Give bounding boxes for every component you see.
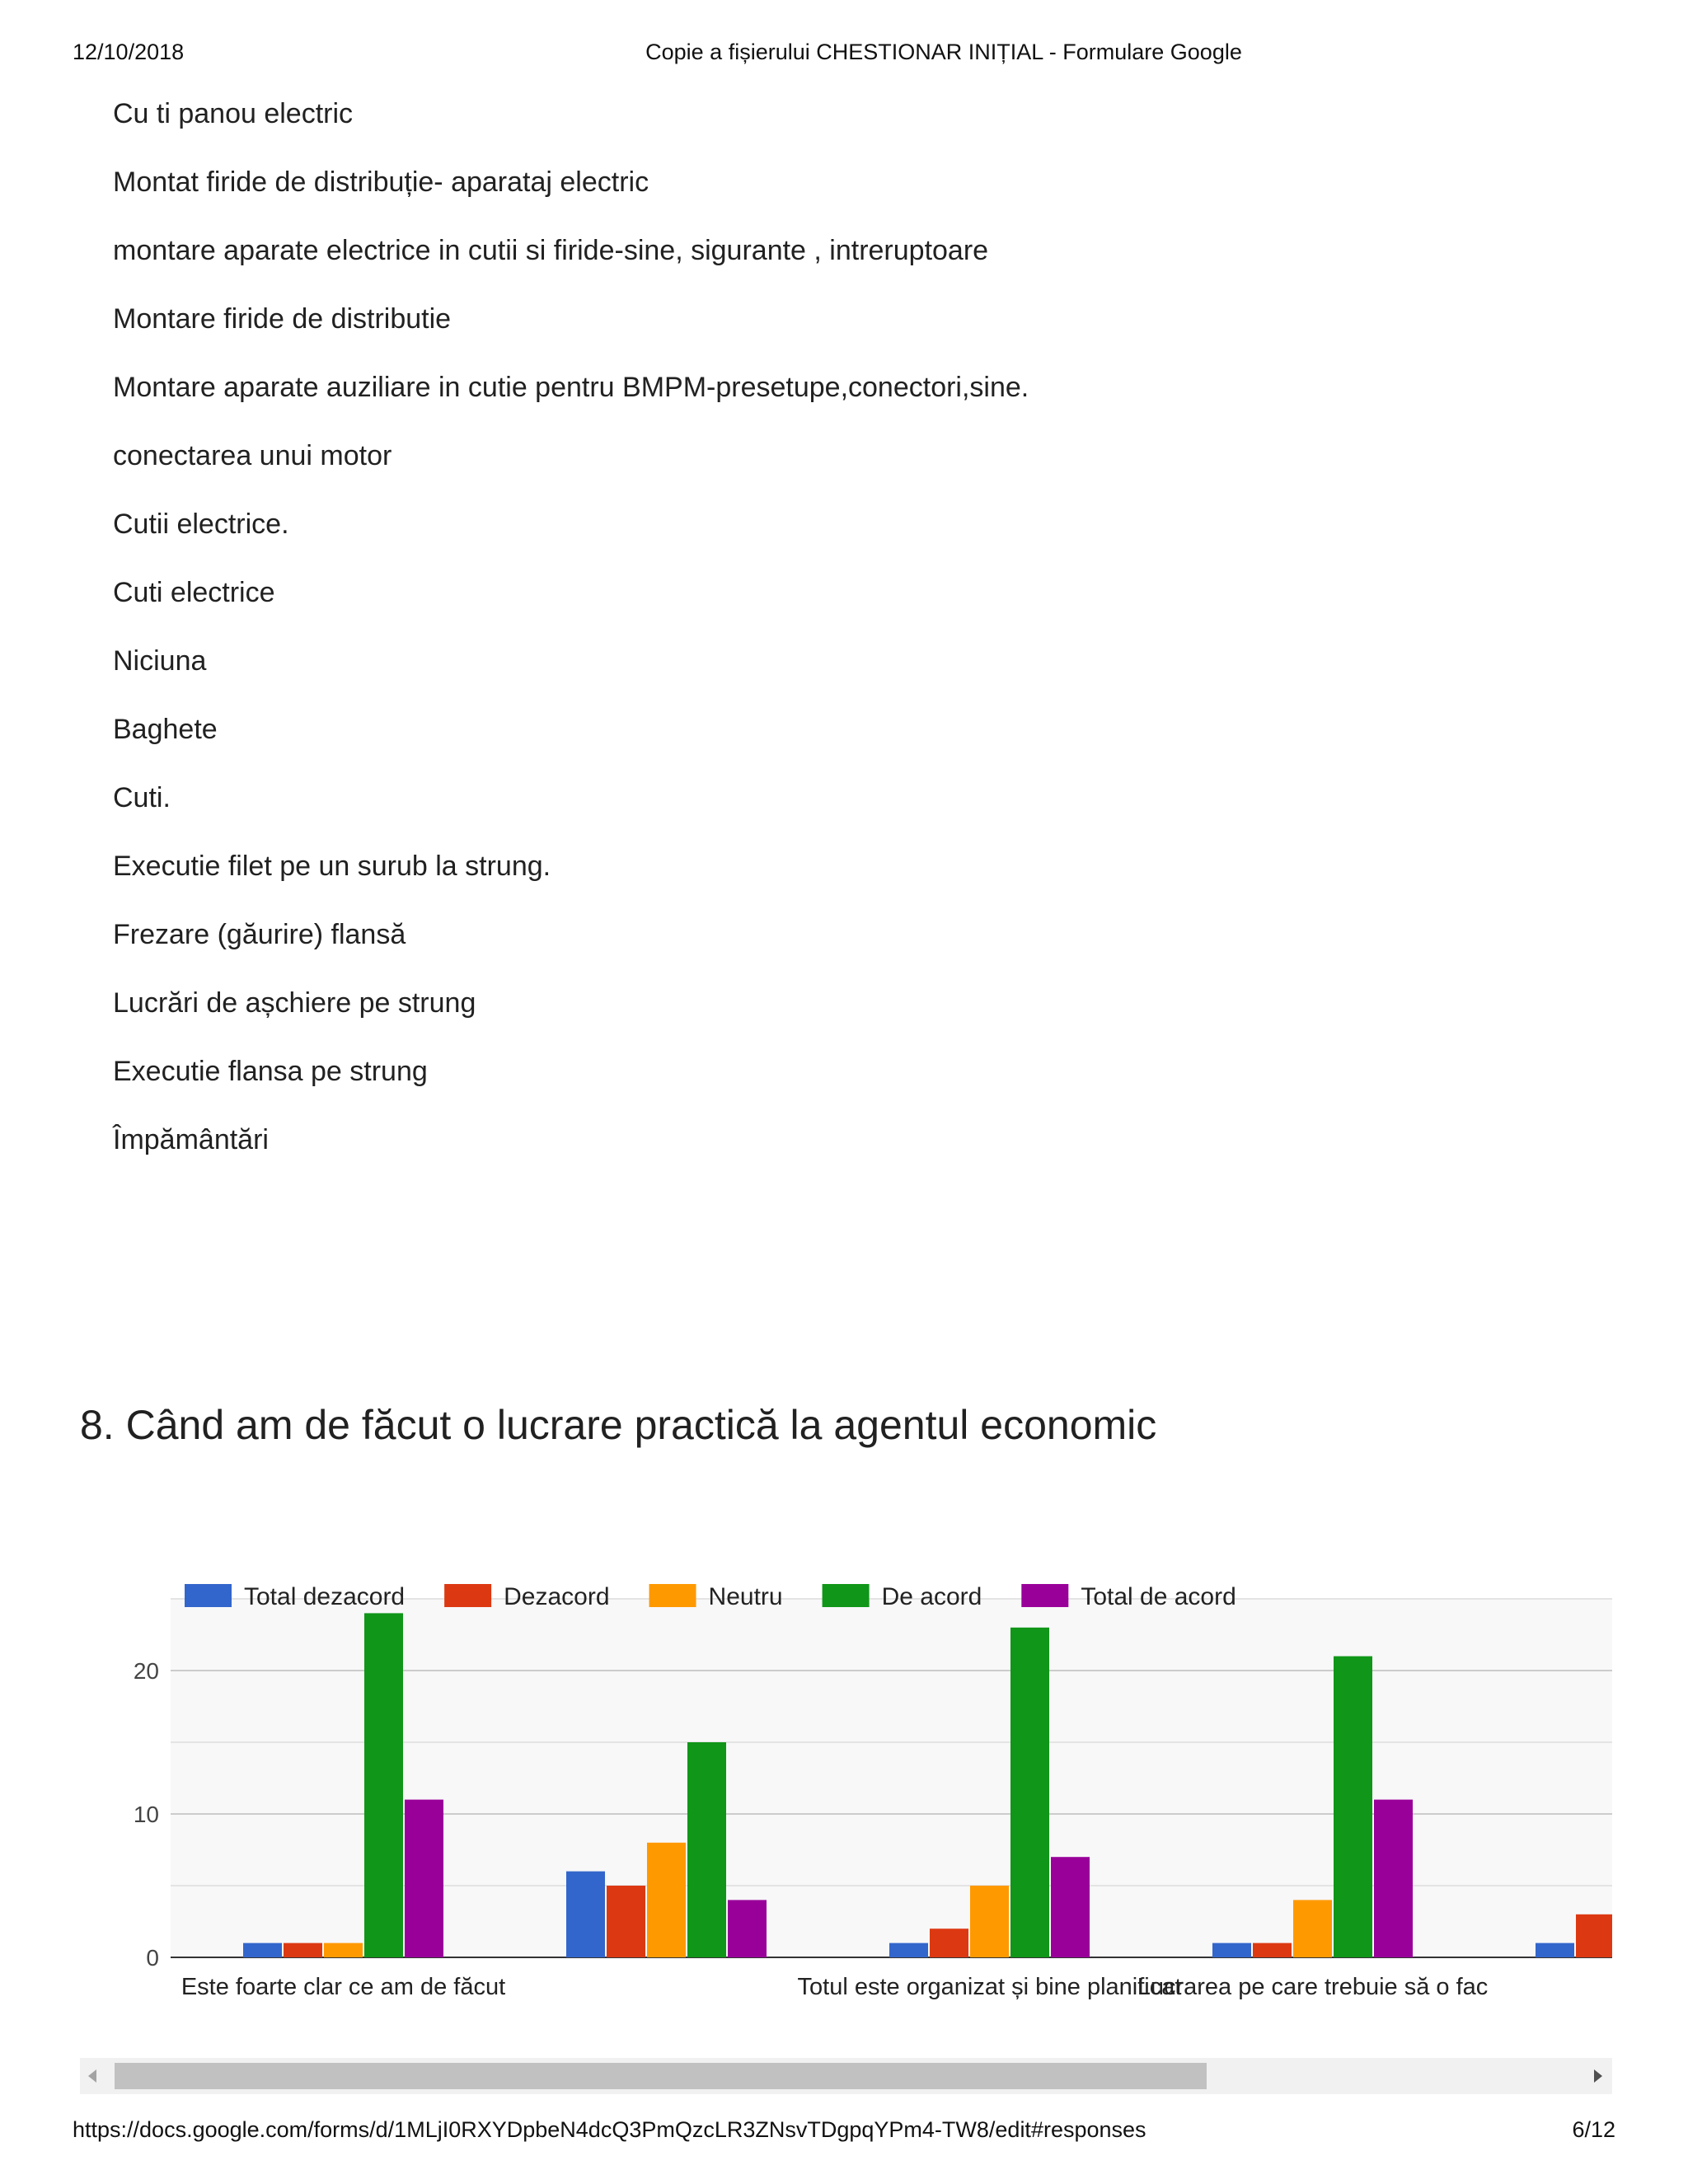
bar (324, 1943, 363, 1957)
bar (1374, 1800, 1413, 1957)
bar (930, 1929, 968, 1957)
answer-item: Cuti electrice (113, 577, 275, 608)
answer-list (113, 92, 1029, 1187)
bar (1051, 1857, 1090, 1957)
legend-label: Total de acord (1081, 1583, 1236, 1610)
answer-item: Montare aparate auziliare in cutie pentru BMPM-presetupe,conectori,sine. (113, 372, 1029, 403)
answer-item: Cutii electrice. (113, 509, 289, 540)
bar (1334, 1657, 1372, 1957)
print-page-title: Copie a fișierului CHESTIONAR INIȚIAL - Formulare Google (645, 40, 1242, 64)
answer-item: Baghete (113, 714, 218, 745)
scroll-right-arrow-icon[interactable] (1594, 2069, 1602, 2083)
answer-item: Niciuna (113, 645, 207, 677)
legend-label: Total dezacord (244, 1583, 406, 1610)
bar (1536, 1943, 1574, 1957)
answer-item: Frezare (găurire) flansă (113, 919, 406, 950)
answer-item: Cu ti panou electric (113, 98, 354, 129)
answer-item: Montat firide de distribuție- aparataj electric (113, 166, 649, 198)
y-tick-label: 10 (133, 1802, 159, 1827)
answer-item: conectarea unui motor (113, 440, 392, 471)
bar (1576, 1915, 1612, 1957)
question-title: 8. Când am de făcut o lucrare practică la agentul economic (80, 1402, 1157, 1448)
scroll-left-arrow-icon[interactable] (88, 2069, 96, 2083)
answer-item: Cuti. (113, 782, 171, 813)
page-number: 6/12 (1572, 2117, 1615, 2142)
answer-item: Executie filet pe un surub la strung. (113, 851, 551, 882)
legend-swatch (649, 1584, 696, 1607)
answer-item: Executie flansa pe strung (113, 1056, 428, 1087)
x-category-label: Lucrarea pe care trebuie să o fac (1137, 1974, 1489, 2000)
bar (1010, 1628, 1049, 1957)
bar (647, 1843, 686, 1957)
legend-label: De acord (881, 1583, 982, 1610)
bar (405, 1800, 443, 1957)
legend-swatch (185, 1584, 232, 1607)
bar (687, 1742, 726, 1957)
horizontal-scrollbar[interactable] (80, 2058, 1612, 2094)
y-tick-label: 0 (146, 1945, 159, 1971)
answer-item: Lucrări de așchiere pe strung (113, 987, 476, 1019)
bar-chart (80, 1566, 1615, 2027)
legend-label: Dezacord (504, 1583, 610, 1610)
legend-label: Neutru (708, 1583, 783, 1610)
x-category-label: Este foarte clar ce am de făcut (181, 1974, 506, 2000)
legend-swatch (823, 1584, 870, 1607)
x-category-label: Totul este organizat și bine planificat (797, 1974, 1182, 2000)
bar (1293, 1900, 1332, 1957)
bar (970, 1886, 1009, 1957)
bar (1212, 1943, 1251, 1957)
bar (566, 1872, 605, 1957)
bar (243, 1943, 282, 1957)
bar (284, 1943, 322, 1957)
y-tick-label: 20 (133, 1658, 159, 1684)
bar (1253, 1943, 1292, 1957)
bar (889, 1943, 928, 1957)
legend-swatch (1021, 1584, 1068, 1607)
bar (364, 1613, 403, 1957)
answer-item: Împământări (113, 1124, 269, 1155)
bar (728, 1900, 767, 1957)
scrollbar-thumb[interactable] (115, 2063, 1207, 2089)
bar (607, 1886, 645, 1957)
print-url: https://docs.google.com/forms/d/1MLjI0RXYDpbeN4dcQ3PmQzcLR3ZNsvTDgpqYPm4-TW8/edit#responses (73, 2117, 1146, 2142)
answer-item: Montare firide de distributie (113, 303, 452, 335)
answer-item: montare aparate electrice in cutii si firide-sine, sigurante , intreruptoare (113, 235, 989, 266)
chart-svg (80, 1566, 1615, 2027)
print-date: 12/10/2018 (73, 40, 185, 64)
legend-swatch (444, 1584, 491, 1607)
